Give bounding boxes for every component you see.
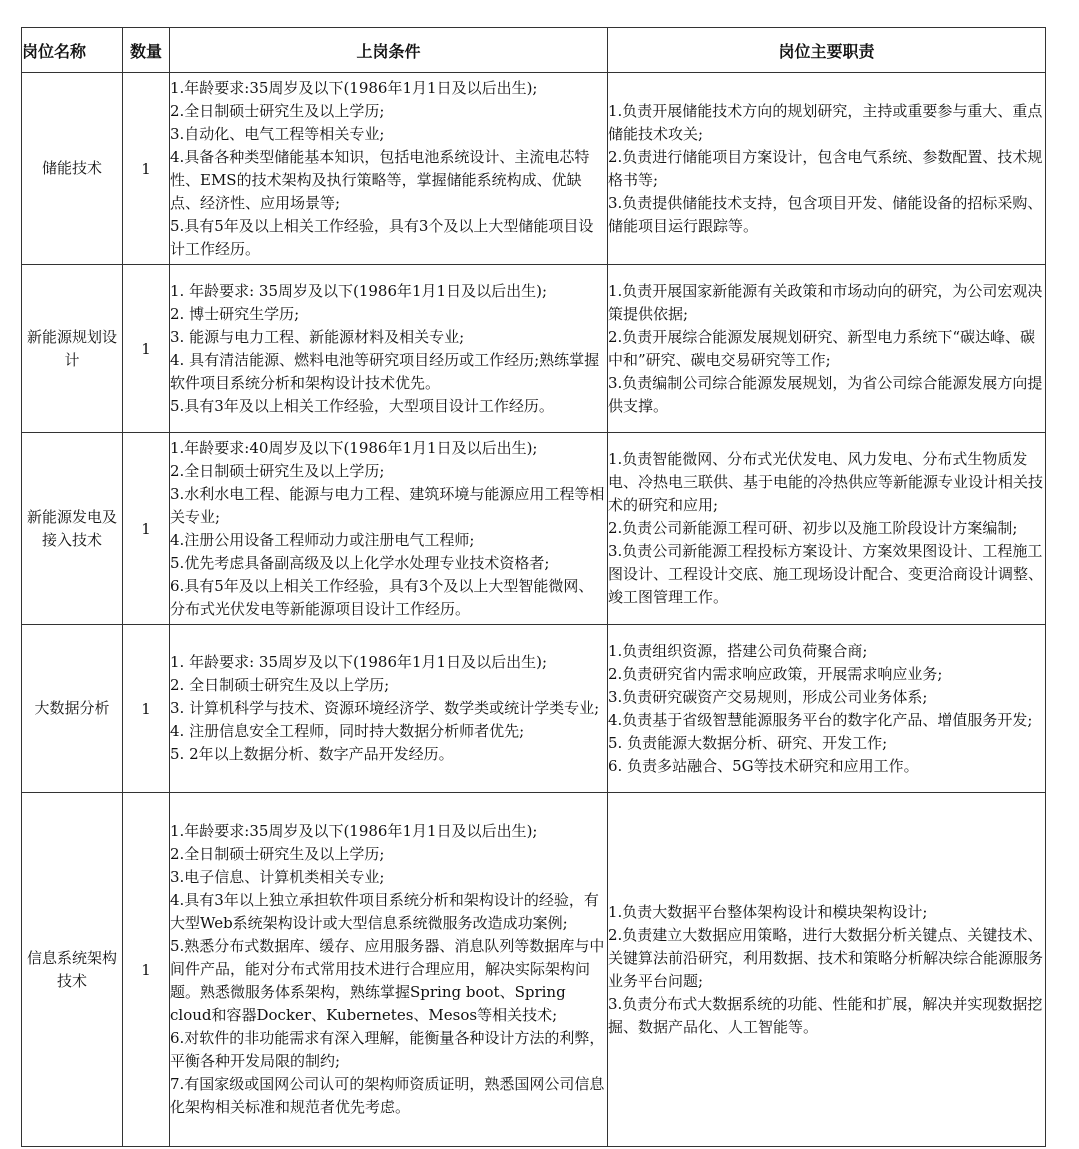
list-item: 2.全日制硕士研究生及以上学历; [170, 461, 385, 480]
list-item: 1.年龄要求:35周岁及以下(1986年1月1日及以后出生); [170, 78, 538, 97]
table-row [22, 265, 1046, 433]
list-item: 2.负责开展综合能源发展规划研究、新型电力系统下“碳达峰、碳中和”研究、碳电交易研究等工作; [608, 327, 1035, 369]
list-item: 1.负责开展国家新能源有关政策和市场动向的研究，为公司宏观决策提供依据; [608, 281, 1043, 323]
list-item: 5.优先考虑具备副高级及以上化学水处理专业技术资格者; [170, 553, 550, 572]
header-count: 数量 [123, 28, 170, 73]
list-item: 5.具有5年及以上相关工作经验，具有3个及以上大型储能项目设计工作经历。 [170, 216, 594, 258]
requirements-cell [170, 433, 608, 625]
requirements-cell-list [170, 280, 607, 418]
duties-cell-list [608, 901, 1045, 1039]
list-item: 7.有国家级或国网公司认可的架构师资质证明，熟悉国网公司信息化架构相关标准和规范者优先考虑。 [170, 1075, 605, 1116]
recruitment-table [21, 27, 1046, 1147]
list-item: 3.负责公司新能源工程投标方案设计、方案效果图设计、工程施工图设计、工程设计交底、施工现场设计配合、变更洽商设计调整、竣工图管理工作。 [608, 542, 1044, 606]
list-item: 4.具有3年以上独立承担软件项目系统分析和架构设计的经验，有大型Web系统架构设计或大型信息系统微服务改造成功案例; [170, 891, 599, 932]
requirements-cell-list [170, 437, 607, 621]
list-item: 6.对软件的非功能需求有深入理解，能衡量各种设计方法的利弊，平衡各种开发局限的制约; [170, 1029, 605, 1070]
list-item: 2.负责研究省内需求响应政策，开展需求响应业务; [608, 664, 943, 683]
header-requirements: 上岗条件 [170, 28, 608, 73]
requirements-cell [170, 265, 608, 433]
list-item: 6.具有5年及以上相关工作经验，具有3个及以上大型智能微网、分布式光伏发电等新能源项目设计工作经历。 [170, 576, 594, 618]
duties-cell-list [608, 640, 1045, 778]
table-row [22, 625, 1046, 793]
list-item: 2.全日制硕士研究生及以上学历; [170, 101, 385, 120]
position-name: 大数据分析 [22, 625, 123, 793]
table-body [22, 73, 1046, 1147]
duties-cell [608, 625, 1046, 793]
list-item: 4.负责基于省级智慧能源服务平台的数字化产品、增值服务开发; [608, 710, 1033, 729]
duties-cell [608, 793, 1046, 1147]
requirements-cell [170, 73, 608, 265]
list-item: 3.负责分布式大数据系统的功能、性能和扩展，解决并实现数据挖掘、数据产品化、人工智能等。 [608, 994, 1043, 1036]
position-count: 1 [123, 73, 170, 265]
list-item: 6. 负责多站融合、5G等技术研究和应用工作。 [608, 756, 919, 775]
list-item: 5. 负责能源大数据分析、研究、开发工作; [608, 733, 888, 752]
duties-cell-list [608, 448, 1045, 609]
list-item: 3.自动化、电气工程等相关专业; [170, 124, 385, 143]
table-row [22, 433, 1046, 625]
requirements-cell-list [170, 77, 607, 261]
list-item: 3.负责提供储能技术支持，包含项目开发、储能设备的招标采购、储能项目运行跟踪等。 [608, 193, 1043, 235]
position-name: 储能技术 [22, 73, 123, 265]
list-item: 2.负责建立大数据应用策略，进行大数据分析关键点、关键技术、关键算法前沿研究，利用数据、技术和策略分析解决综合能源服务业务平台问题; [608, 925, 1044, 990]
list-item: 1.负责开展储能技术方向的规划研究，主持或重要参与重大、重点储能技术攻关; [608, 101, 1043, 143]
list-item: 2. 全日制硕士研究生及以上学历; [170, 676, 390, 694]
list-item: 5.具有3年及以上相关工作经验，大型项目设计工作经历。 [170, 396, 554, 415]
list-item: 4. 具有清洁能源、燃料电池等研究项目经历或工作经历;熟练掌握软件项目系统分析和架构设计技术优先。 [170, 350, 600, 392]
list-item: 2.负责进行储能项目方案设计，包含电气系统、参数配置、技术规格书等; [608, 147, 1043, 189]
list-item: 4. 注册信息安全工程师，同时持大数据分析师者优先; [170, 722, 525, 740]
list-item: 5. 2年以上数据分析、数字产品开发经历。 [170, 745, 454, 763]
duties-cell-list [608, 280, 1045, 418]
list-item: 3. 能源与电力工程、新能源材料及相关专业; [170, 327, 465, 346]
requirements-cell [170, 625, 608, 793]
list-item: 2.负责公司新能源工程可研、初步以及施工阶段设计方案编制; [608, 519, 1018, 537]
duties-cell [608, 73, 1046, 265]
list-item: 3.负责编制公司综合能源发展规划，为省公司综合能源发展方向提供支撑。 [608, 373, 1043, 415]
requirements-cell-list [170, 820, 607, 1119]
duties-cell [608, 433, 1046, 625]
list-item: 1.负责组织资源，搭建公司负荷聚合商; [608, 641, 868, 660]
list-item: 3.水利水电工程、能源与电力工程、建筑环境与能源应用工程等相关专业; [170, 484, 605, 526]
list-item: 4.具备各种类型储能基本知识，包括电池系统设计、主流电芯特性、EMS的技术架构及执行策略等，掌握储能系统构成、优缺点、经济性、应用场景等; [170, 147, 590, 212]
requirements-cell-list [170, 651, 607, 766]
requirements-cell [170, 793, 608, 1147]
list-item: 1. 年龄要求: 35周岁及以下(1986年1月1日及以后出生); [170, 653, 548, 671]
position-count: 1 [123, 793, 170, 1147]
table-header-row [22, 28, 1046, 73]
list-item: 3.负责研究碳资产交易规则，形成公司业务体系; [608, 687, 928, 706]
list-item: 1.负责大数据平台整体架构设计和模块架构设计; [608, 902, 928, 921]
header-duties: 岗位主要职责 [608, 28, 1046, 73]
position-count: 1 [123, 433, 170, 625]
table-row [22, 793, 1046, 1147]
list-item: 1. 年龄要求: 35周岁及以下(1986年1月1日及以后出生); [170, 281, 548, 300]
header-position-name: 岗位名称 [22, 28, 123, 73]
list-item: 1.年龄要求:40周岁及以下(1986年1月1日及以后出生); [170, 438, 538, 457]
position-name: 新能源发电及接入技术 [22, 433, 123, 625]
list-item: 4.注册公用设备工程师动力或注册电气工程师; [170, 530, 475, 549]
position-count: 1 [123, 625, 170, 793]
duties-cell [608, 265, 1046, 433]
duties-cell-list [608, 100, 1045, 238]
list-item: 5.熟悉分布式数据库、缓存、应用服务器、消息队列等数据库与中间件产品，能对分布式常用技术进行合理应用，解决实际架构问题。熟悉微服务体系架构，熟练掌握Spring boot、Spring cloud和容器Docker、Kubernetes、Mesos等相关技术; [170, 937, 605, 1024]
list-item: 2.全日制硕士研究生及以上学历; [170, 845, 385, 863]
list-item: 1.负责智能微网、分布式光伏发电、风力发电、分布式生物质发电、冷热电三联供、基于电能的冷热供应等新能源专业设计相关技术的研究和应用; [608, 450, 1044, 514]
list-item: 2. 博士研究生学历; [170, 304, 300, 323]
position-name: 新能源规划设计 [22, 265, 123, 433]
table-row [22, 73, 1046, 265]
list-item: 1.年龄要求:35周岁及以下(1986年1月1日及以后出生); [170, 822, 538, 840]
position-count: 1 [123, 265, 170, 433]
position-name: 信息系统架构技术 [22, 793, 123, 1147]
list-item: 3. 计算机科学与技术、资源环境经济学、数学类或统计学类专业; [170, 699, 600, 717]
list-item: 3.电子信息、计算机类相关专业; [170, 868, 385, 886]
